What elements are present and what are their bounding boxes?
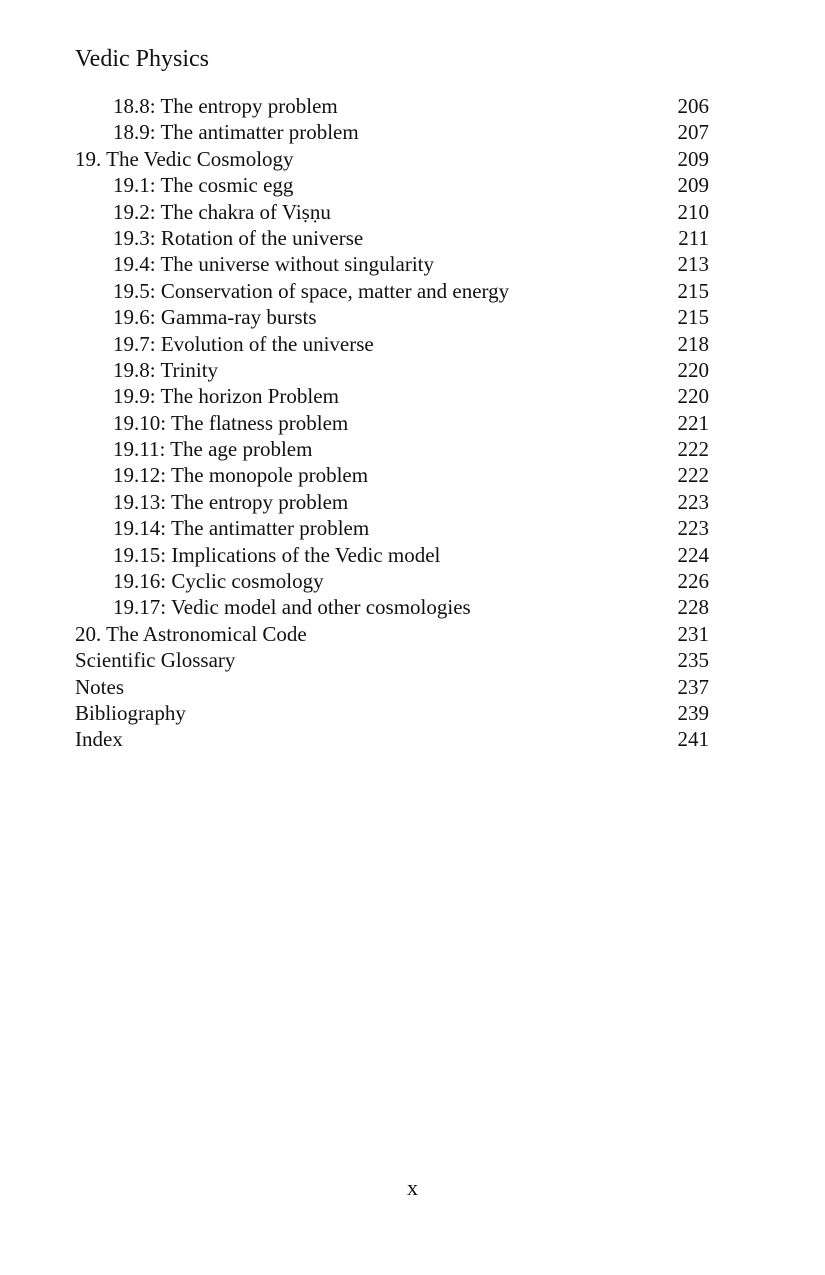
- toc-entry-page-number: 226: [677, 569, 709, 594]
- toc-entry-title: 19.11: The age problem: [113, 437, 313, 462]
- toc-entry-title: 20. The Astronomical Code: [75, 621, 307, 646]
- toc-section-entry: [75, 568, 711, 594]
- toc-entry-page-number: 209: [677, 146, 709, 171]
- toc-section-entry: [75, 410, 711, 436]
- toc-section-entry: [75, 436, 711, 462]
- toc-entry-page-number: 207: [677, 120, 709, 145]
- toc-entry-title: 19.10: The flatness problem: [113, 410, 349, 435]
- toc-entry-page-number: 228: [677, 595, 709, 620]
- toc-entry-page-number: 218: [677, 331, 709, 356]
- toc-chapter-entry: [75, 726, 711, 752]
- toc-entry-title: 19.8: Trinity: [113, 357, 219, 382]
- toc-section-entry: [75, 304, 711, 330]
- toc-section-entry: [75, 462, 711, 488]
- page-number: x: [407, 1175, 418, 1200]
- toc-entry-page-number: 220: [677, 384, 709, 409]
- toc-section-entry: [75, 225, 711, 251]
- toc-entry-page-number: 221: [677, 410, 709, 435]
- toc-section-entry: [75, 489, 711, 515]
- toc-chapter-entry: [75, 700, 711, 726]
- toc-section-entry: [75, 278, 711, 304]
- toc-entry-title: 19.9: The horizon Problem: [113, 384, 339, 409]
- toc-section-entry: [75, 93, 711, 119]
- toc-entry-title: 19. The Vedic Cosmology: [75, 146, 294, 171]
- toc-entry-title: 19.5: Conservation of space, matter and energy: [113, 278, 510, 303]
- toc-chapter-entry: [75, 647, 711, 673]
- toc-section-entry: [75, 383, 711, 409]
- toc-entry-title: 18.9: The antimatter problem: [113, 120, 359, 145]
- toc-chapter-entry: [75, 146, 711, 172]
- toc-entry-page-number: 224: [677, 542, 709, 567]
- toc-entry-title: 19.14: The antimatter problem: [113, 516, 370, 541]
- toc-chapter-entry: [75, 674, 711, 700]
- toc-entry-title: Bibliography: [75, 700, 186, 725]
- toc-entry-page-number: 206: [677, 94, 709, 118]
- toc-entry-page-number: 231: [677, 621, 709, 646]
- toc-entry-page-number: 222: [677, 437, 709, 462]
- toc-chapter-entry: [75, 621, 711, 647]
- running-header-title: Vedic Physics: [75, 46, 209, 72]
- toc-entry-title: 19.16: Cyclic cosmology: [113, 569, 324, 594]
- toc-section-entry: [75, 251, 711, 277]
- toc-entry-title: 19.3: Rotation of the universe: [113, 225, 364, 250]
- toc-section-entry: [75, 542, 711, 568]
- toc-entry-page-number: 213: [677, 252, 709, 277]
- toc-entry-page-number: 223: [677, 489, 709, 514]
- toc-entry-title: 19.17: Vedic model and other cosmologies: [113, 595, 471, 620]
- toc-entry-title: 19.7: Evolution of the universe: [113, 331, 374, 356]
- toc-entry-page-number: 235: [677, 648, 709, 673]
- toc-entry-page-number: 215: [677, 278, 709, 303]
- toc-entry-page-number: 239: [677, 700, 709, 725]
- toc-entry-title: 19.6: Gamma-ray bursts: [113, 305, 317, 330]
- toc-entry-page-number: 209: [677, 173, 709, 198]
- toc-entry-title: 19.4: The universe without singularity: [113, 252, 434, 277]
- toc-entry-title: 19.2: The chakra of Viṣṇu: [113, 199, 331, 224]
- toc-section-entry: [75, 172, 711, 198]
- table-of-contents: [75, 93, 711, 753]
- toc-entry-page-number: 220: [677, 357, 709, 382]
- toc-entry-title: 19.1: The cosmic egg: [113, 173, 294, 198]
- toc-entry-title: 19.12: The monopole problem: [113, 463, 369, 488]
- toc-entry-title: Index: [75, 727, 123, 752]
- toc-entry-title: Notes: [75, 674, 124, 699]
- toc-entry-page-number: 211: [678, 225, 709, 250]
- toc-section-entry: [75, 119, 711, 145]
- toc-section-entry: [75, 357, 711, 383]
- toc-entry-page-number: 241: [677, 727, 709, 752]
- toc-entry-page-number: 223: [677, 516, 709, 541]
- toc-entry-page-number: 237: [677, 674, 709, 699]
- toc-section-entry: [75, 199, 711, 225]
- toc-entry-page-number: 210: [677, 199, 709, 224]
- toc-entry-title: 19.13: The entropy problem: [113, 489, 349, 514]
- toc-entry-title: 18.8: The entropy problem: [113, 94, 338, 118]
- toc-entry-page-number: 222: [677, 463, 709, 488]
- toc-section-entry: [75, 594, 711, 620]
- toc-entry-page-number: 215: [677, 305, 709, 330]
- toc-entry-title: 19.15: Implications of the Vedic model: [113, 542, 441, 567]
- toc-section-entry: [75, 331, 711, 357]
- toc-section-entry: [75, 515, 711, 541]
- toc-entry-title: Scientific Glossary: [75, 648, 236, 673]
